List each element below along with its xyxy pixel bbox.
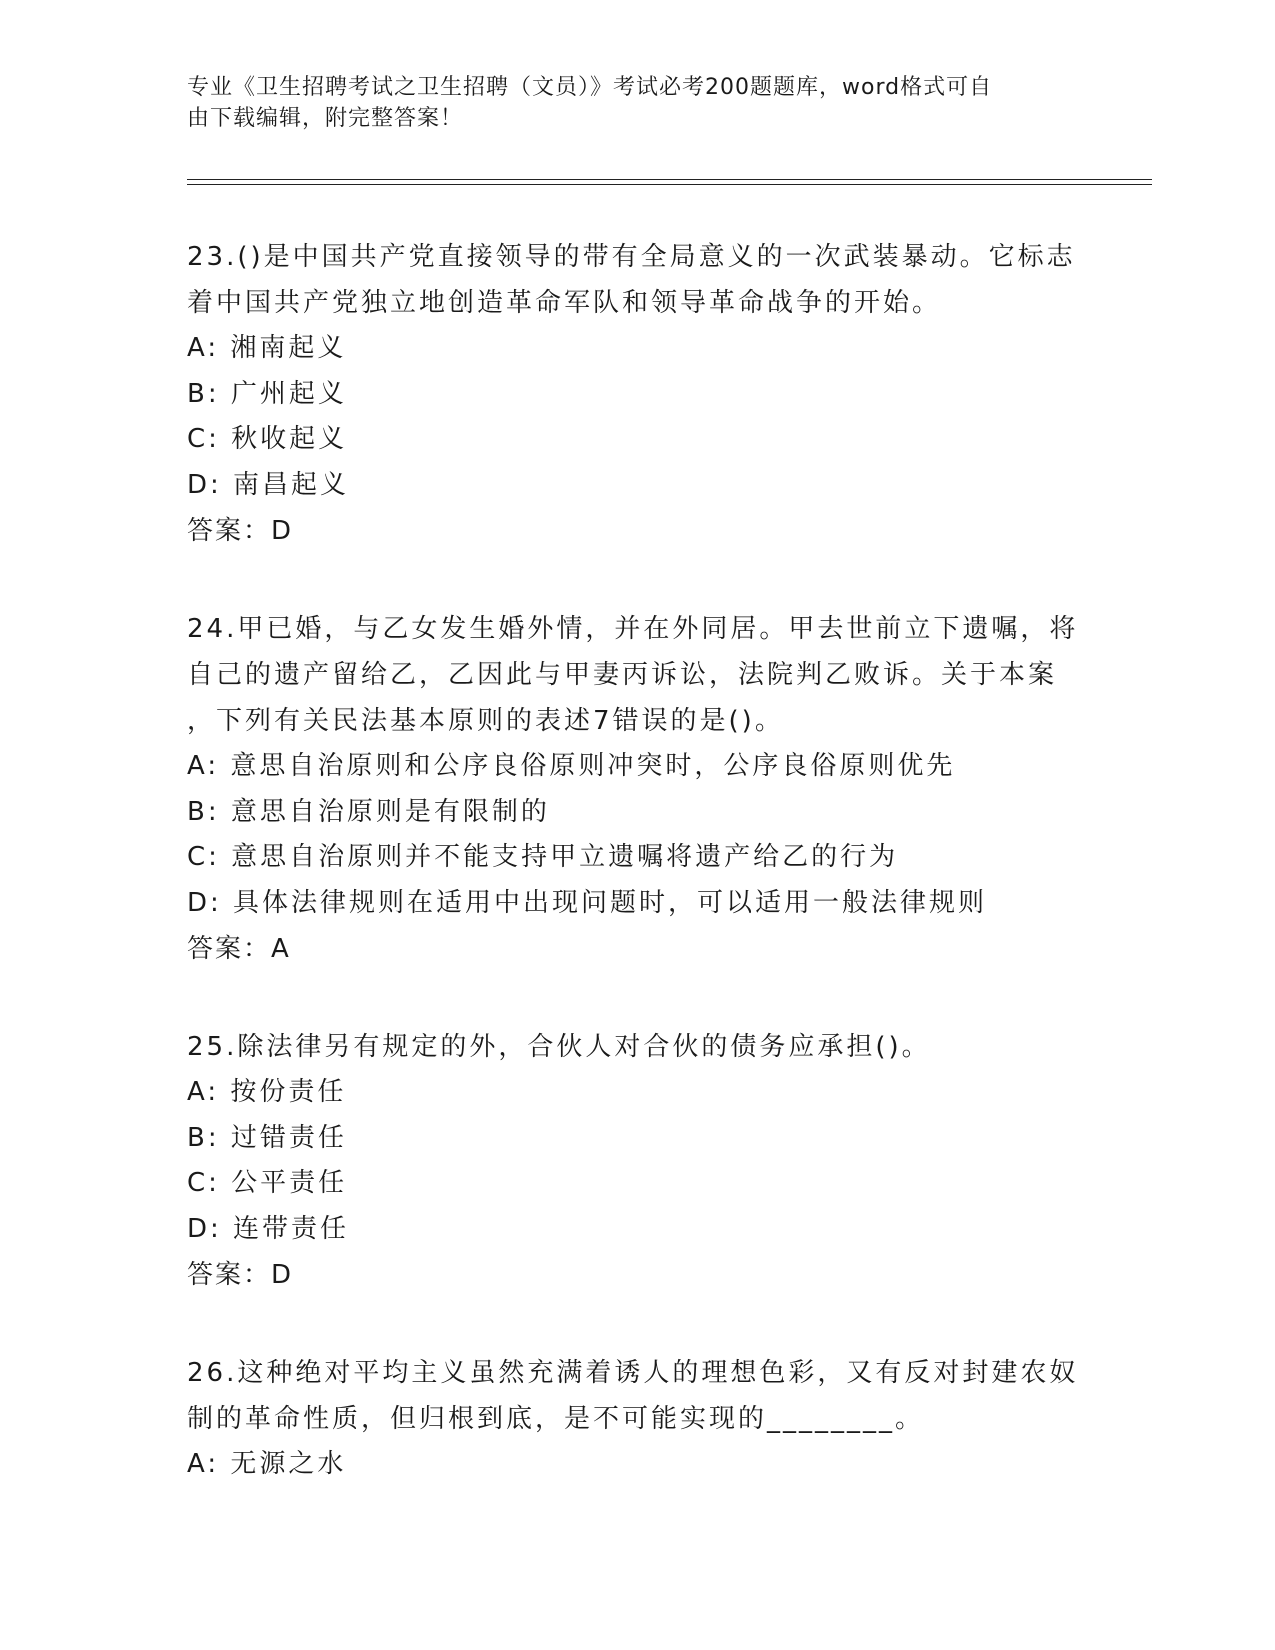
question-23 xyxy=(187,234,1087,554)
question-stem-line: 25.除法律另有规定的外，合伙人对合伙的债务应承担()。 xyxy=(187,1032,931,1062)
question-stem-line: 26.这种绝对平均主义虽然充满着诱人的理想色彩，又有反对封建农奴 xyxy=(187,1358,1079,1388)
question-stem-line: 24.甲已婚，与乙女发生婚外情，并在外同居。甲去世前立下遗嘱，将 xyxy=(187,614,1079,644)
question-24 xyxy=(187,606,1087,972)
header-line-2: 由下载编辑，附完整答案！ xyxy=(187,106,464,131)
option-c: C: 意思自治原则并不能支持甲立遗嘱将遗产给乙的行为 xyxy=(187,842,899,872)
option-d: D: 南昌起义 xyxy=(187,469,350,500)
question-stem-line: 23.()是中国共产党直接领导的带有全局意义的一次武装暴动。它标志 xyxy=(187,242,1076,272)
question-stem-line: ，下列有关民法基本原则的表述7错误的是()。 xyxy=(187,706,784,736)
option-d: D: 具体法律规则在适用中出现问题时，可以适用一般法律规则 xyxy=(187,887,988,918)
question-stem-line: 自己的遗产留给乙，乙因此与甲妻丙诉讼，法院判乙败诉。关于本案 xyxy=(187,660,1058,690)
document-header xyxy=(187,72,1067,134)
option-c: C: 公平责任 xyxy=(187,1168,348,1198)
answer-label: 答案：D xyxy=(187,1260,294,1290)
answer-label: 答案：D xyxy=(187,516,294,546)
question-26 xyxy=(187,1350,1087,1488)
option-b: B: 意思自治原则是有限制的 xyxy=(187,796,550,827)
header-divider-bottom xyxy=(187,184,1152,185)
option-b: B: 广州起义 xyxy=(187,378,347,409)
question-list xyxy=(187,234,1087,1540)
question-stem-line: 制的革命性质，但归根到底，是不可能实现的________。 xyxy=(187,1404,925,1434)
option-a: A: 意思自治原则和公序良俗原则冲突时，公序良俗原则优先 xyxy=(187,751,956,781)
header-divider-top xyxy=(187,179,1152,180)
option-d: D: 连带责任 xyxy=(187,1213,350,1244)
answer-label: 答案：A xyxy=(187,934,291,964)
header-line-1: 专业《卫生招聘考试之卫生招聘（文员）》考试必考200题题库，word格式可自 xyxy=(187,75,993,100)
option-b: B: 过错责任 xyxy=(187,1122,347,1153)
option-a: A: 湘南起义 xyxy=(187,333,347,363)
option-a: A: 按份责任 xyxy=(187,1077,347,1107)
option-c: C: 秋收起义 xyxy=(187,424,348,454)
question-stem-line: 着中国共产党独立地创造革命军队和领导革命战争的开始。 xyxy=(187,288,942,318)
option-a: A: 无源之水 xyxy=(187,1449,347,1479)
question-25 xyxy=(187,1024,1087,1298)
